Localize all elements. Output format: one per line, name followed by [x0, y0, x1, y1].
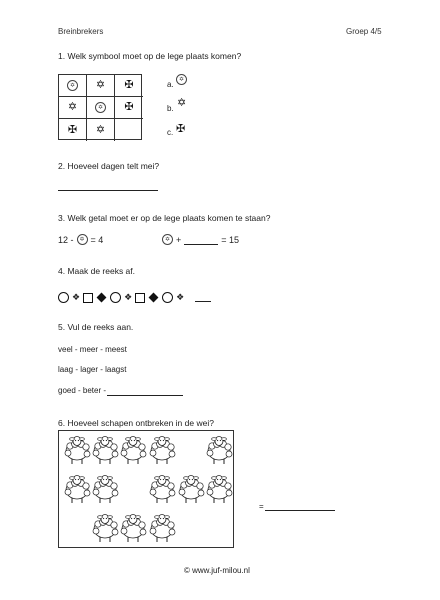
circle-shape	[58, 292, 69, 303]
diamond-shape	[149, 293, 159, 303]
star-icon[interactable]: ✡	[177, 97, 187, 109]
circled-star-icon: ✡	[77, 234, 88, 245]
symbol-grid	[58, 74, 142, 140]
option-b-label: b.	[167, 104, 174, 113]
sheep-field	[58, 430, 234, 548]
grid-cell	[59, 75, 87, 97]
sheep-icon	[148, 433, 176, 465]
sheep-icon	[148, 511, 176, 543]
option-a-label: a.	[167, 80, 174, 89]
sheep-icon	[91, 433, 119, 465]
sheep-icon	[148, 472, 176, 504]
question-1-title: 1. Welk symbool moet op de lege plaats komen?	[58, 51, 242, 61]
equation-1-left: 12 -	[58, 234, 74, 245]
header-left: Breinbrekers	[58, 27, 104, 36]
grid-cell	[87, 75, 115, 97]
grid-cell	[59, 97, 87, 119]
circle-shape	[162, 292, 173, 303]
footer-credit: © www.juf-milou.nl	[184, 566, 250, 575]
circled-star-icon[interactable]: ✡	[176, 74, 187, 85]
circled-star-icon: ✡	[95, 102, 106, 113]
question-2-title: 2. Hoeveel dagen telt mei?	[58, 161, 160, 171]
option-c-label: c.	[167, 128, 174, 137]
sheep-icon	[91, 472, 119, 504]
question-4-title: 4. Maak de reeks af.	[58, 266, 136, 276]
equation-2	[162, 234, 239, 245]
star-icon: ✡	[95, 79, 106, 91]
answer-line[interactable]	[58, 190, 158, 191]
sequence-line-3: goed - beter -	[58, 386, 107, 395]
sheep-icon	[63, 433, 91, 465]
circle-shape	[110, 292, 121, 303]
equation-1-right: = 4	[90, 234, 104, 245]
sheep-icon	[63, 472, 91, 504]
circled-star-icon: ✡	[67, 80, 78, 91]
grid-cell	[87, 119, 115, 141]
grid-cell	[59, 119, 87, 141]
grid-cell	[87, 97, 115, 119]
sheep-icon	[119, 433, 147, 465]
sheep-icon	[205, 472, 233, 504]
clover-icon: ❖	[124, 292, 133, 302]
question-3-title: 3. Welk getal moet er op de lege plaats komen te staan?	[58, 213, 271, 223]
answer-line[interactable]	[265, 510, 335, 511]
answer-line[interactable]	[107, 395, 183, 396]
sheep-icon	[119, 511, 147, 543]
star-icon: ✡	[67, 101, 78, 113]
cross-icon[interactable]: ✠	[176, 123, 186, 135]
answer-line[interactable]	[184, 235, 218, 245]
circled-star-icon: ✡	[162, 234, 173, 245]
grid-cell-empty[interactable]	[115, 119, 143, 141]
sheep-icon	[205, 433, 233, 465]
cross-icon: ✠	[124, 101, 134, 113]
header-right: Groep 4/5	[346, 27, 382, 36]
equation-1	[58, 234, 103, 245]
grid-cell	[115, 75, 143, 97]
diamond-shape	[97, 293, 107, 303]
shape-sequence	[58, 292, 211, 303]
clover-icon: ❖	[176, 292, 185, 302]
answer-prefix: =	[259, 502, 264, 511]
star-icon: ✡	[95, 123, 106, 136]
square-shape	[135, 293, 145, 303]
sheep-icon	[91, 511, 119, 543]
question-6-title: 6. Hoeveel schapen ontbreken in de wei?	[58, 418, 214, 428]
sheep-icon	[177, 472, 205, 504]
answer-line[interactable]	[195, 293, 211, 302]
equation-2-plus: +	[176, 234, 182, 245]
grid-cell	[115, 97, 143, 119]
clover-icon: ❖	[72, 292, 81, 302]
cross-icon: ✠	[124, 79, 134, 91]
cross-icon: ✠	[67, 123, 78, 136]
sequence-line-1: veel - meer - meest	[58, 345, 127, 354]
question-5-title: 5. Vul de reeks aan.	[58, 322, 134, 332]
square-shape	[83, 293, 93, 303]
equation-2-right: = 15	[221, 234, 240, 245]
sequence-line-2: laag - lager - laagst	[58, 365, 127, 374]
